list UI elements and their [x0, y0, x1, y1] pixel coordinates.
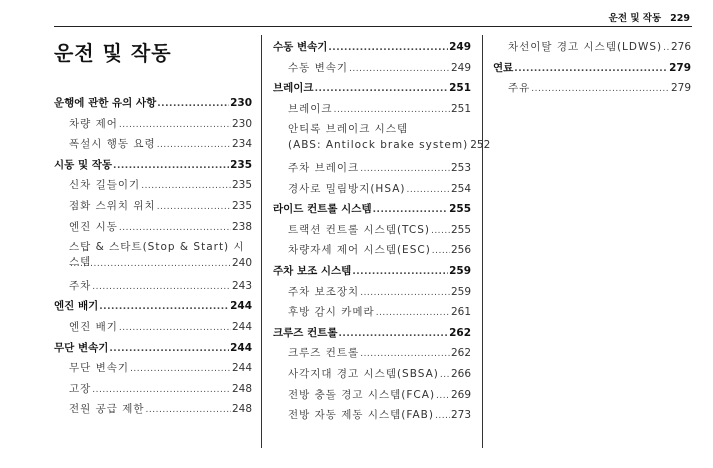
toc-entry-label: 스탑 & 스타트(Stop & Start) 시스템 [69, 241, 245, 269]
dot-leader [435, 411, 450, 421]
toc-entry-label: 사각지대 경고 시스템(SBSA) [288, 367, 439, 380]
dot-leader [436, 391, 450, 401]
toc-entry-label: 주차 보조장치 [288, 285, 360, 298]
toc-entry-label: 무단 변속기 [54, 341, 109, 354]
toc-column-2 [273, 39, 491, 428]
toc-entry-page: 259 [449, 264, 471, 277]
dot-leader [376, 308, 450, 318]
toc-entry[interactable] [273, 121, 491, 160]
dot-leader [119, 120, 231, 130]
toc-entry-page: 255 [450, 223, 471, 236]
toc-entry[interactable] [493, 80, 691, 101]
dot-leader [531, 84, 670, 94]
dot-leader [157, 140, 231, 150]
dot-leader [119, 323, 231, 333]
toc-entry-page: 244 [230, 300, 252, 313]
toc-entry[interactable] [54, 239, 252, 278]
toc-section-heading[interactable] [273, 263, 471, 284]
toc-entry-page: 266 [450, 367, 471, 380]
toc-entry-page: 243 [231, 279, 252, 292]
toc-section-heading[interactable] [54, 157, 252, 178]
toc-entry-page: 251 [450, 102, 471, 115]
toc-entry-page: 262 [450, 347, 471, 360]
toc-entry-page: 235 [231, 199, 252, 212]
toc-entry-label: 브레이크 [288, 102, 333, 115]
running-head [500, 10, 690, 24]
toc-entry[interactable] [273, 387, 471, 408]
toc-entry[interactable] [54, 136, 252, 157]
toc-entry[interactable] [273, 407, 471, 428]
toc-entry-page: 249 [449, 41, 471, 53]
toc-entry[interactable] [273, 181, 471, 202]
toc-entry[interactable] [54, 177, 252, 198]
toc-entry-label: 크루즈 컨트롤 [273, 326, 338, 339]
toc-entry-label: 수동 변속기 [288, 61, 349, 74]
dot-leader [92, 385, 231, 395]
toc-entry-page: 248 [231, 403, 252, 416]
toc-entry-label: 전방 자동 제동 시스템(FAB) [288, 409, 434, 422]
chapter-title: 운전 및 작동 [54, 41, 172, 65]
dot-leader [431, 226, 450, 236]
toc-section-heading[interactable] [273, 39, 471, 60]
toc-entry-label: 주차 브레이크 [288, 161, 360, 174]
toc-entry[interactable] [54, 219, 252, 240]
dot-leader [360, 349, 450, 359]
dot-leader [113, 161, 229, 171]
dot-leader [663, 43, 670, 53]
toc-entry-label: 차선이탈 경고 시스템(LDWS) [508, 41, 663, 53]
toc-entry[interactable] [273, 160, 471, 181]
toc-entry-page: 249 [450, 61, 471, 74]
toc-entry-label: 라이드 컨트롤 시스템 [273, 203, 372, 216]
toc-section-heading[interactable] [493, 60, 691, 81]
dot-leader [360, 164, 450, 174]
toc-entry-page: 244 [230, 341, 252, 354]
toc-entry[interactable] [273, 101, 471, 122]
toc-entry-page: 269 [450, 388, 471, 401]
toc-entry[interactable] [273, 60, 471, 81]
dot-leader [92, 282, 231, 292]
toc-entry[interactable] [54, 198, 252, 219]
toc-entry[interactable] [54, 401, 252, 422]
toc-entry[interactable] [273, 345, 471, 366]
dot-leader [432, 246, 450, 256]
toc-entry-page: 238 [231, 220, 252, 233]
toc-entry-label: 주차 보조 시스템 [273, 264, 352, 277]
dot-leader [157, 99, 229, 109]
toc-entry-page: 248 [231, 382, 252, 395]
toc-entry-label: 크루즈 컨트롤 [288, 347, 360, 360]
dot-leader [352, 267, 448, 277]
dot-leader [406, 185, 449, 195]
toc-entry[interactable] [493, 39, 691, 60]
toc-entry[interactable] [273, 304, 471, 325]
toc-section-heading[interactable] [273, 201, 471, 222]
toc-entry-page: 244 [231, 320, 252, 333]
toc-entry-label: 연료 [493, 61, 514, 74]
toc-entry-label: 차량자세 제어 시스템(ESC) [288, 244, 431, 257]
page-number: 229 [670, 13, 690, 24]
toc-entry-page: 273 [450, 409, 471, 422]
toc-entry-label: 수동 변속기 [273, 41, 328, 53]
toc-entry-label: 브레이크 [273, 82, 314, 95]
toc-section-heading[interactable] [273, 80, 471, 101]
dot-leader [70, 259, 231, 269]
toc-entry-page: 259 [450, 285, 471, 298]
toc-entry-page: 235 [230, 158, 252, 171]
dot-leader [130, 364, 231, 374]
toc-entry-label: 엔진 시동 [69, 220, 118, 233]
toc-entry-label: 고장 [69, 382, 92, 395]
toc-entry[interactable] [54, 319, 252, 340]
dot-leader [328, 43, 448, 53]
toc-entry-page: 230 [230, 97, 252, 109]
toc-entry[interactable] [273, 222, 471, 243]
dot-leader [440, 370, 450, 380]
toc-entry-label: 차량 제어 [69, 117, 118, 130]
toc-entry-page: 234 [231, 138, 252, 151]
toc-entry-label: 폭설시 행동 요령 [69, 138, 156, 151]
toc-entry[interactable] [54, 381, 252, 402]
toc-entry-page: 279 [669, 61, 691, 74]
header-rule [54, 26, 692, 27]
toc-entry-page: 251 [449, 82, 471, 95]
toc-entry-page: 240 [231, 257, 252, 270]
toc-entry[interactable] [54, 116, 252, 137]
dot-leader [315, 84, 449, 94]
toc-entry-label: 엔진 배기 [69, 320, 118, 333]
toc-column-1 [54, 95, 252, 422]
toc-entry-label: 주차 [69, 279, 92, 292]
column-divider [482, 35, 483, 448]
dot-leader [339, 329, 449, 339]
dot-leader [109, 344, 229, 354]
toc-entry-label: 운행에 관한 유의 사항 [54, 97, 157, 109]
toc-entry-label: 엔진 배기 [54, 300, 99, 313]
column-divider [261, 35, 262, 448]
dot-leader [157, 202, 231, 212]
toc-entry[interactable] [273, 366, 471, 387]
toc-entry-label: 무단 변속기 [69, 362, 130, 375]
toc-entry-page: 261 [450, 306, 471, 319]
dot-leader [146, 405, 231, 415]
toc-section-heading[interactable] [54, 298, 252, 319]
dot-leader [360, 288, 450, 298]
running-head-title: 운전 및 작동 [608, 13, 662, 24]
toc-entry[interactable] [273, 284, 471, 305]
toc-entry-page: 235 [231, 179, 252, 192]
dot-leader [334, 105, 450, 115]
toc-section-heading[interactable] [54, 95, 252, 116]
toc-entry-label: 트랙션 컨트롤 시스템(TCS) [288, 223, 430, 236]
toc-entry-label: 안티록 브레이크 시스템 [288, 123, 409, 136]
toc-entry[interactable] [273, 242, 471, 263]
toc-entry-label: (ABS: Antilock brake system) [288, 139, 469, 152]
dot-leader [349, 64, 450, 74]
toc-entry[interactable] [54, 278, 252, 299]
toc-column-3 [493, 39, 691, 101]
dot-leader [514, 64, 668, 74]
toc-section-heading[interactable] [273, 325, 471, 346]
dot-leader [119, 223, 231, 233]
toc-entry-page: 253 [450, 161, 471, 174]
toc-entry-label: 후방 감시 카메라 [288, 306, 375, 319]
toc-entry-label: 전원 공급 제한 [69, 403, 145, 416]
toc-entry-page: 276 [670, 41, 691, 53]
toc-entry-label: 신차 길들이기 [69, 179, 141, 192]
toc-entry-page: 252 [470, 139, 491, 152]
toc-entry-page: 255 [449, 203, 471, 216]
dot-leader [99, 302, 229, 312]
toc-entry-page: 254 [450, 182, 471, 195]
toc-entry-label: 주유 [508, 82, 531, 95]
toc-entry-label: 경사로 밀림방지(HSA) [288, 182, 406, 195]
toc-section-heading[interactable] [54, 340, 252, 361]
toc-entry-page: 262 [449, 326, 471, 339]
toc-entry-page: 256 [450, 244, 471, 257]
toc-entry-label: 시동 및 작동 [54, 158, 113, 171]
toc-entry-label: 점화 스위치 위치 [69, 199, 156, 212]
toc-entry-label: 전방 충돌 경고 시스템(FCA) [288, 388, 436, 401]
toc-entry[interactable] [54, 360, 252, 381]
toc-entry-page: 244 [231, 362, 252, 375]
toc-entry-page: 230 [231, 117, 252, 130]
dot-leader [141, 181, 231, 191]
dot-leader [373, 205, 448, 215]
toc-entry-page: 279 [670, 82, 691, 95]
